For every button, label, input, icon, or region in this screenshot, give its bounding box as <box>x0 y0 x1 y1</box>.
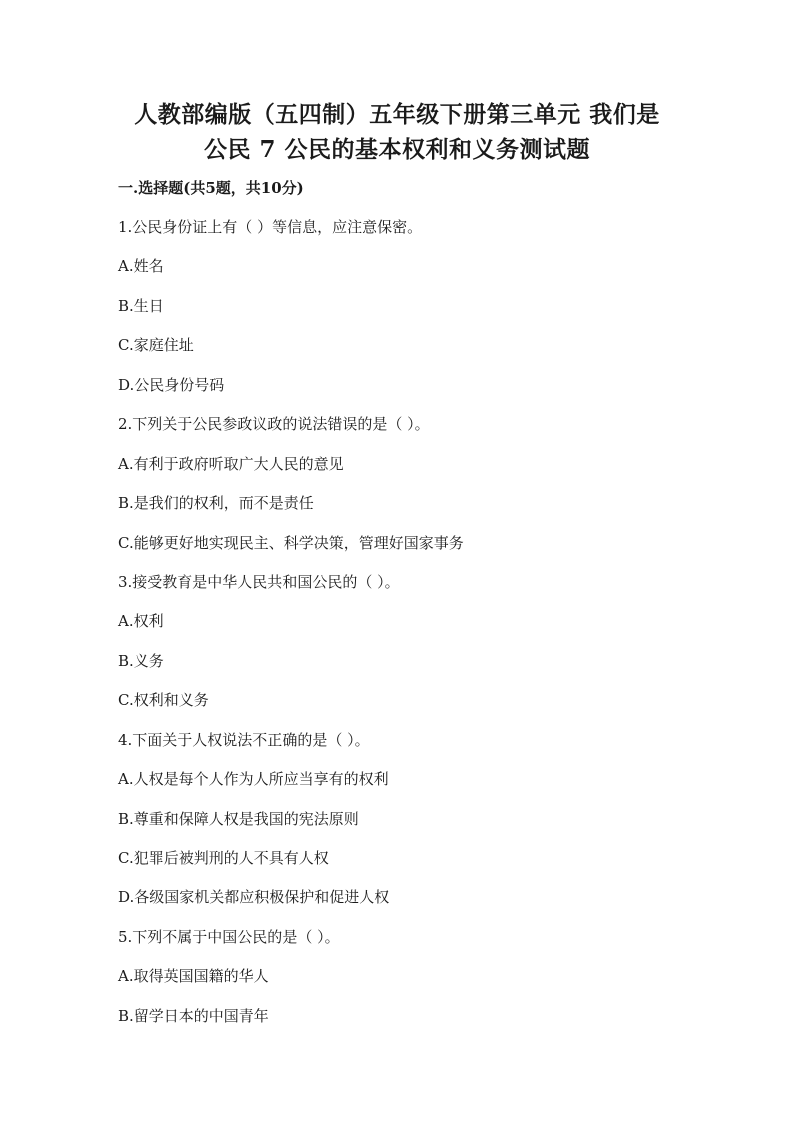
question-1-stem: 1.公民身份证上有（ ）等信息，应注意保密。 <box>118 218 423 236</box>
question-2-option-c: C.能够更好地实现民主、科学决策，管理好国家事务 <box>118 533 464 552</box>
question-1-option-d: D.公民身份号码 <box>118 375 225 394</box>
question-2-stem: 2.下列关于公民参政议政的说法错误的是（ ）。 <box>118 415 430 434</box>
question-4-option-c: C.犯罪后被判刑的人不具有人权 <box>118 849 329 867</box>
question-4-stem: 4.下面关于人权说法不正确的是（ ）。 <box>118 730 370 749</box>
question-2-option-b: B.是我们的权利，而不是责任 <box>118 494 314 513</box>
section-heading: 一.选择题(共5题，共10分) <box>118 179 304 197</box>
question-2-option-a: A.有利于政府听取广大人民的意见 <box>118 454 344 473</box>
question-5-option-b: B.留学日本的中国青年 <box>118 1006 269 1025</box>
question-3-option-b: B.义务 <box>118 651 164 670</box>
page-title-line-2: 公民 7 公民的基本权利和义务测试题 <box>203 136 591 163</box>
question-4-option-a: A.人权是每个人作为人所应当享有的权利 <box>118 770 389 789</box>
question-1-option-a: A.姓名 <box>118 257 164 276</box>
question-4-option-d: D.各级国家机关都应积极保护和促进人权 <box>118 888 390 907</box>
question-list <box>118 216 718 1044</box>
question-5-option-a: A.取得英国国籍的华人 <box>118 967 269 986</box>
question-1-option-b: B.生日 <box>118 296 164 315</box>
question-4-option-b: B.尊重和保障人权是我国的宪法原则 <box>118 809 359 828</box>
question-5-stem: 5.下列不属于中国公民的是（ ）。 <box>118 927 340 946</box>
question-3-option-a: A.权利 <box>118 612 164 631</box>
page-title-line-1: 人教部编版（五四制）五年级下册第三单元 我们是 <box>134 101 660 128</box>
question-3-stem: 3.接受教育是中华人民共和国公民的（ ）。 <box>118 572 400 591</box>
question-3-option-c: C.权利和义务 <box>118 691 209 710</box>
question-1-option-c: C.家庭住址 <box>118 336 194 355</box>
